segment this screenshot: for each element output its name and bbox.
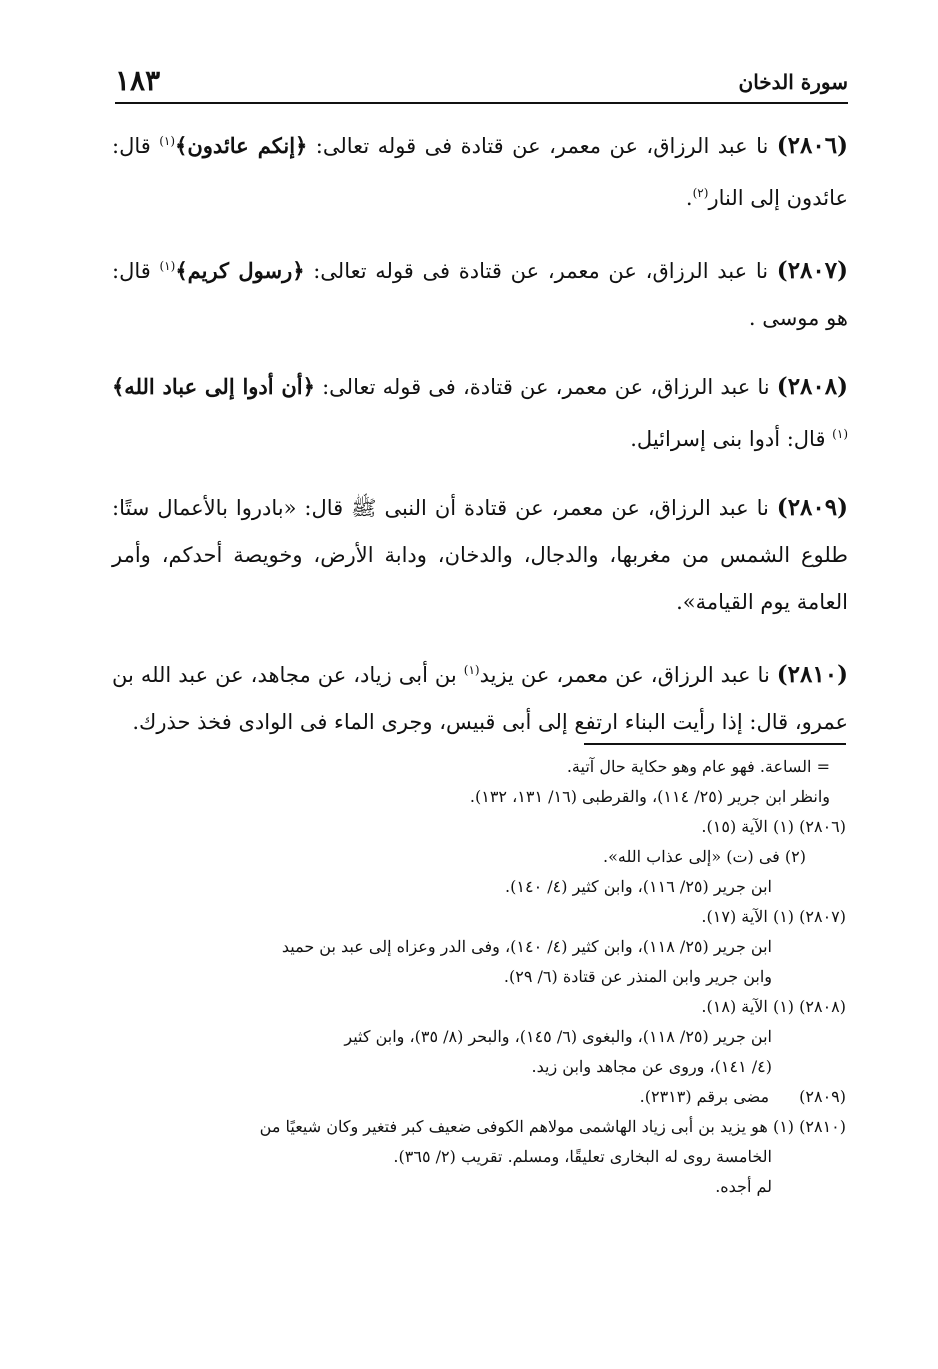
entry-text: نا عبد الرزاق، عن معمر، عن قتادة أن النبى ﷺ قال: «بادروا بالأعمال ستًا: طلوع الشمس من مغربها، والدجال، والدخان، ودابة الأرض، وخويصة أحدكم، وأمر العامة يوم القيامة». (112, 496, 848, 614)
footnote-number: (٢٨٠٩) (799, 1087, 846, 1106)
footnote-separator (584, 743, 846, 745)
entry-text: نا عبد الرزاق، عن معمر، عن قتادة، فى قوله تعالى: (314, 375, 777, 399)
quran-quote: ﴿أن أدوا إلى عباد الله﴾ (112, 374, 315, 399)
entry-number: (٢٨٠٨) (776, 373, 848, 400)
hadith-entry-2809 (112, 484, 848, 626)
entry-number: (٢٨٠٦) (776, 132, 848, 159)
footnote-ref: (٢) (692, 186, 709, 200)
footnote-line: (٢٨٠٨) (١) الآية (١٨). (701, 997, 846, 1016)
quran-quote: ﴿رسول كريم﴾ (175, 258, 305, 283)
hadith-entry-2808 (112, 363, 848, 463)
entry-text: . (685, 186, 693, 210)
entry-text: بن أبى زياد، عن مجاهد، عن عبد الله بن عمرو، قال: إذا رأيت البناء ارتفع إلى أبى قبيس، وجرى الماء فى الوادى فخذ حذرك. (112, 663, 848, 734)
footnote-line (110, 1082, 846, 1112)
entry-text: نا عبد الرزاق، عن معمر، عن قتادة فى قوله تعالى: (304, 259, 777, 283)
footnote-line: ابن جرير (٢٥/ ١١٦)، وابن كثير (٤/ ١٤٠). (505, 877, 772, 896)
footnote-line: لم أجده. (715, 1177, 772, 1196)
quran-quote: ﴿إنكم عائدون﴾ (175, 133, 308, 158)
footnote-ref: (١) (159, 259, 176, 273)
entry-text: نا عبد الرزاق، عن معمر، عن قتادة فى قوله تعالى: (307, 134, 777, 158)
entry-text: قال: أدوا بنى إسرائيل. (630, 427, 833, 451)
entry-number: (٢٨٠٩) (776, 494, 848, 521)
entry-text: قال: عائدون إلى النار (112, 134, 848, 210)
footnote-line: (٢) فى (ت) «إلى عذاب الله». (602, 847, 806, 866)
footnote-line: (٢٨٠٧) (١) الآية (١٧). (701, 907, 846, 926)
hadith-entry-2806 (112, 118, 848, 222)
page-number: ١٨٣ (115, 64, 161, 97)
footnote-line: (٤/ ١٤١)، وروى عن مجاهد وابن زيد. (531, 1057, 772, 1076)
entry-number: (٢٨٠٧) (776, 257, 848, 284)
entry-text: قال: هو موسى . (112, 259, 848, 330)
footnote-text: مضى برقم (٢٣١٣). (639, 1087, 770, 1106)
footnote-line: الخامسة روى له البخارى تعليقًا، ومسلم. تقريب (٢/ ٣٦٥). (393, 1147, 772, 1166)
footnote-ref: (١) (832, 427, 848, 441)
main-text (112, 118, 848, 754)
entry-number: (٢٨١٠) (776, 661, 848, 688)
footnote-ref: (١) (463, 663, 480, 677)
hadith-entry-2807 (112, 243, 848, 342)
header-rule (115, 102, 848, 104)
footnote-line: (٢٨٠٦) (١) الآية (١٥). (701, 817, 846, 836)
entry-text: نا عبد الرزاق، عن معمر، عن يزيد (479, 663, 777, 687)
footnote-line: ابن جرير (٢٥/ ١١٨)، والبغوى (٦/ ١٤٥)، والبحر (٨/ ٣٥)، وابن كثير (344, 1027, 772, 1046)
footnote-line: وانظر ابن جرير (٢٥/ ١١٤)، والقرطبى (١٦/ ١٣١، ١٣٢). (469, 787, 830, 806)
footnote-ref: (١) (159, 134, 176, 148)
running-header (115, 60, 848, 104)
footnotes (110, 752, 846, 1202)
hadith-entry-2810 (112, 647, 848, 746)
footnote-line: (٢٨١٠) (١) هو يزيد بن أبى زياد الهاشمى مولاهم الكوفى ضعيف كبر فتغير وكان شيعيًا من (259, 1117, 846, 1136)
footnote-line: ابن جرير (٢٥/ ١١٨)، وابن كثير (٤/ ١٤٠)، وفى الدر وعزاه إلى عبد بن حميد (281, 937, 772, 956)
surah-title: سورة الدخان (738, 70, 848, 94)
footnote-line: = الساعة. فهو عام وهو حكاية حال آتية. (566, 757, 830, 776)
footnote-line: وابن جرير وابن المنذر عن قتادة (٦/ ٢٩). (503, 967, 772, 986)
